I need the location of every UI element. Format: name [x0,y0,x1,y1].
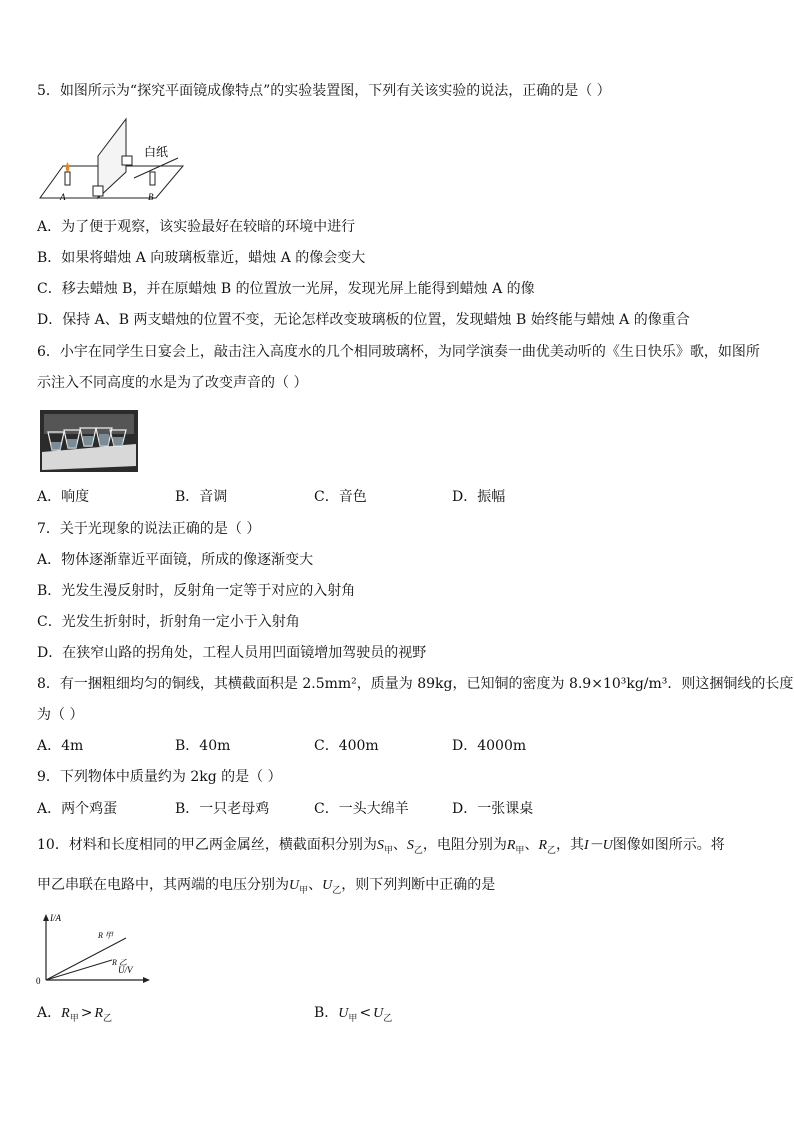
q9-option-d: D．一张课桌 [452,801,534,817]
q5-option-c: C．移去蜡烛 B，并在原蜡烛 B 的位置放一光屏，发现光屏上能得到蜡烛 A 的像 [37,281,535,297]
q7-option-a: A．物体逐渐靠近平面镜，所成的像逐渐变大 [37,552,314,568]
q10-option-b: B．$U_甲 < U_乙$ [314,1005,393,1024]
q5-stem: 5．如图所示为“探究平面镜成像特点”的实验装置图，下列有关该实验的说法，正确的是（ ） [37,83,611,99]
q10-graph-y-label: I/A [50,913,61,923]
q5-figure-label-b: B [148,192,154,202]
q5-option-d: D．保持 A、B 两支蜡烛的位置不变，无论怎样改变玻璃板的位置，发现蜡烛 B 始终能与蜡烛 A 的像重合 [37,312,690,328]
q9-stem: 9．下列物体中质量约为 2kg 的是（ ） [37,769,282,785]
q10-graph-origin: 0 [36,976,41,986]
q10-graph-x-label: U/V [118,965,133,975]
q6-option-a: A．响度 [37,489,90,505]
q5-option-a: A．为了便于观察，该实验最好在较暗的环境中进行 [37,219,356,235]
q10-graph-r-yi: R 乙 [112,958,127,967]
q7-option-c: C．光发生折射时，折射角一定小于入射角 [37,614,300,630]
q6-stem-line2: 示注入不同高度的水是为了改变声音的（ ） [37,375,308,391]
q5-mirror-figure [38,114,188,204]
q6-option-b: B．音调 [175,489,228,505]
q8-option-d: D．4000m [452,738,527,754]
q6-option-d: D．振幅 [452,489,506,505]
q8-option-c: C．400m [314,738,379,754]
q5-option-b: B．如果将蜡烛 A 向玻璃板靠近，蜡烛 A 的像会变大 [37,250,366,266]
q6-option-c: C．音色 [314,489,367,505]
q8-stem-line2: 为（ ） [37,707,84,723]
q7-option-d: D．在狭窄山路的拐角处，工程人员用凹面镜增加驾驶员的视野 [37,645,427,661]
q5-figure-label-paper: 白纸 [144,145,169,159]
q9-option-b: B．一只老母鸡 [175,801,270,817]
q5-figure-label-a: A [60,192,66,202]
q6-stem-line1: 6．小宇在同学生日宴会上，敲击注入高度水的几个相同玻璃杯，为同学演奏一曲优美动听的《生日快乐》歌，如图所 [37,344,760,360]
q7-stem: 7．关于光现象的说法正确的是（ ） [37,521,261,537]
q8-option-a: A．4m [37,738,84,754]
q9-option-a: A．两个鸡蛋 [37,801,118,817]
q10-stem-line1: 10．材料和长度相同的甲乙两金属丝，横截面积分别为$S_甲$、$S_乙$，电阻分别为$R_甲$、$R_乙$，其I－U图像如图所示。将 [37,837,725,856]
q10-stem-line2: 甲乙串联在电路中，其两端的电压分别为$U_甲$、$U_乙$，则下列判断中正确的是 [37,877,496,896]
q9-option-c: C．一头大绵羊 [314,801,409,817]
q8-option-b: B．40m [175,738,231,754]
q8-stem-line1: 8．有一捆粗细均匀的铜线，其横截面积是 2.5mm²，质量为 89kg，已知铜的密度为 8.9×10³kg/m³．则这捆铜线的长度 [37,676,794,692]
q10-graph-r-jia: R 甲 [98,931,113,940]
q6-glasses-photo [40,410,138,472]
q10-option-a: A．$R_甲 > R_乙$ [37,1005,113,1024]
q10-iu-graph [34,910,154,990]
q7-option-b: B．光发生漫反射时，反射角一定等于对应的入射角 [37,583,356,599]
